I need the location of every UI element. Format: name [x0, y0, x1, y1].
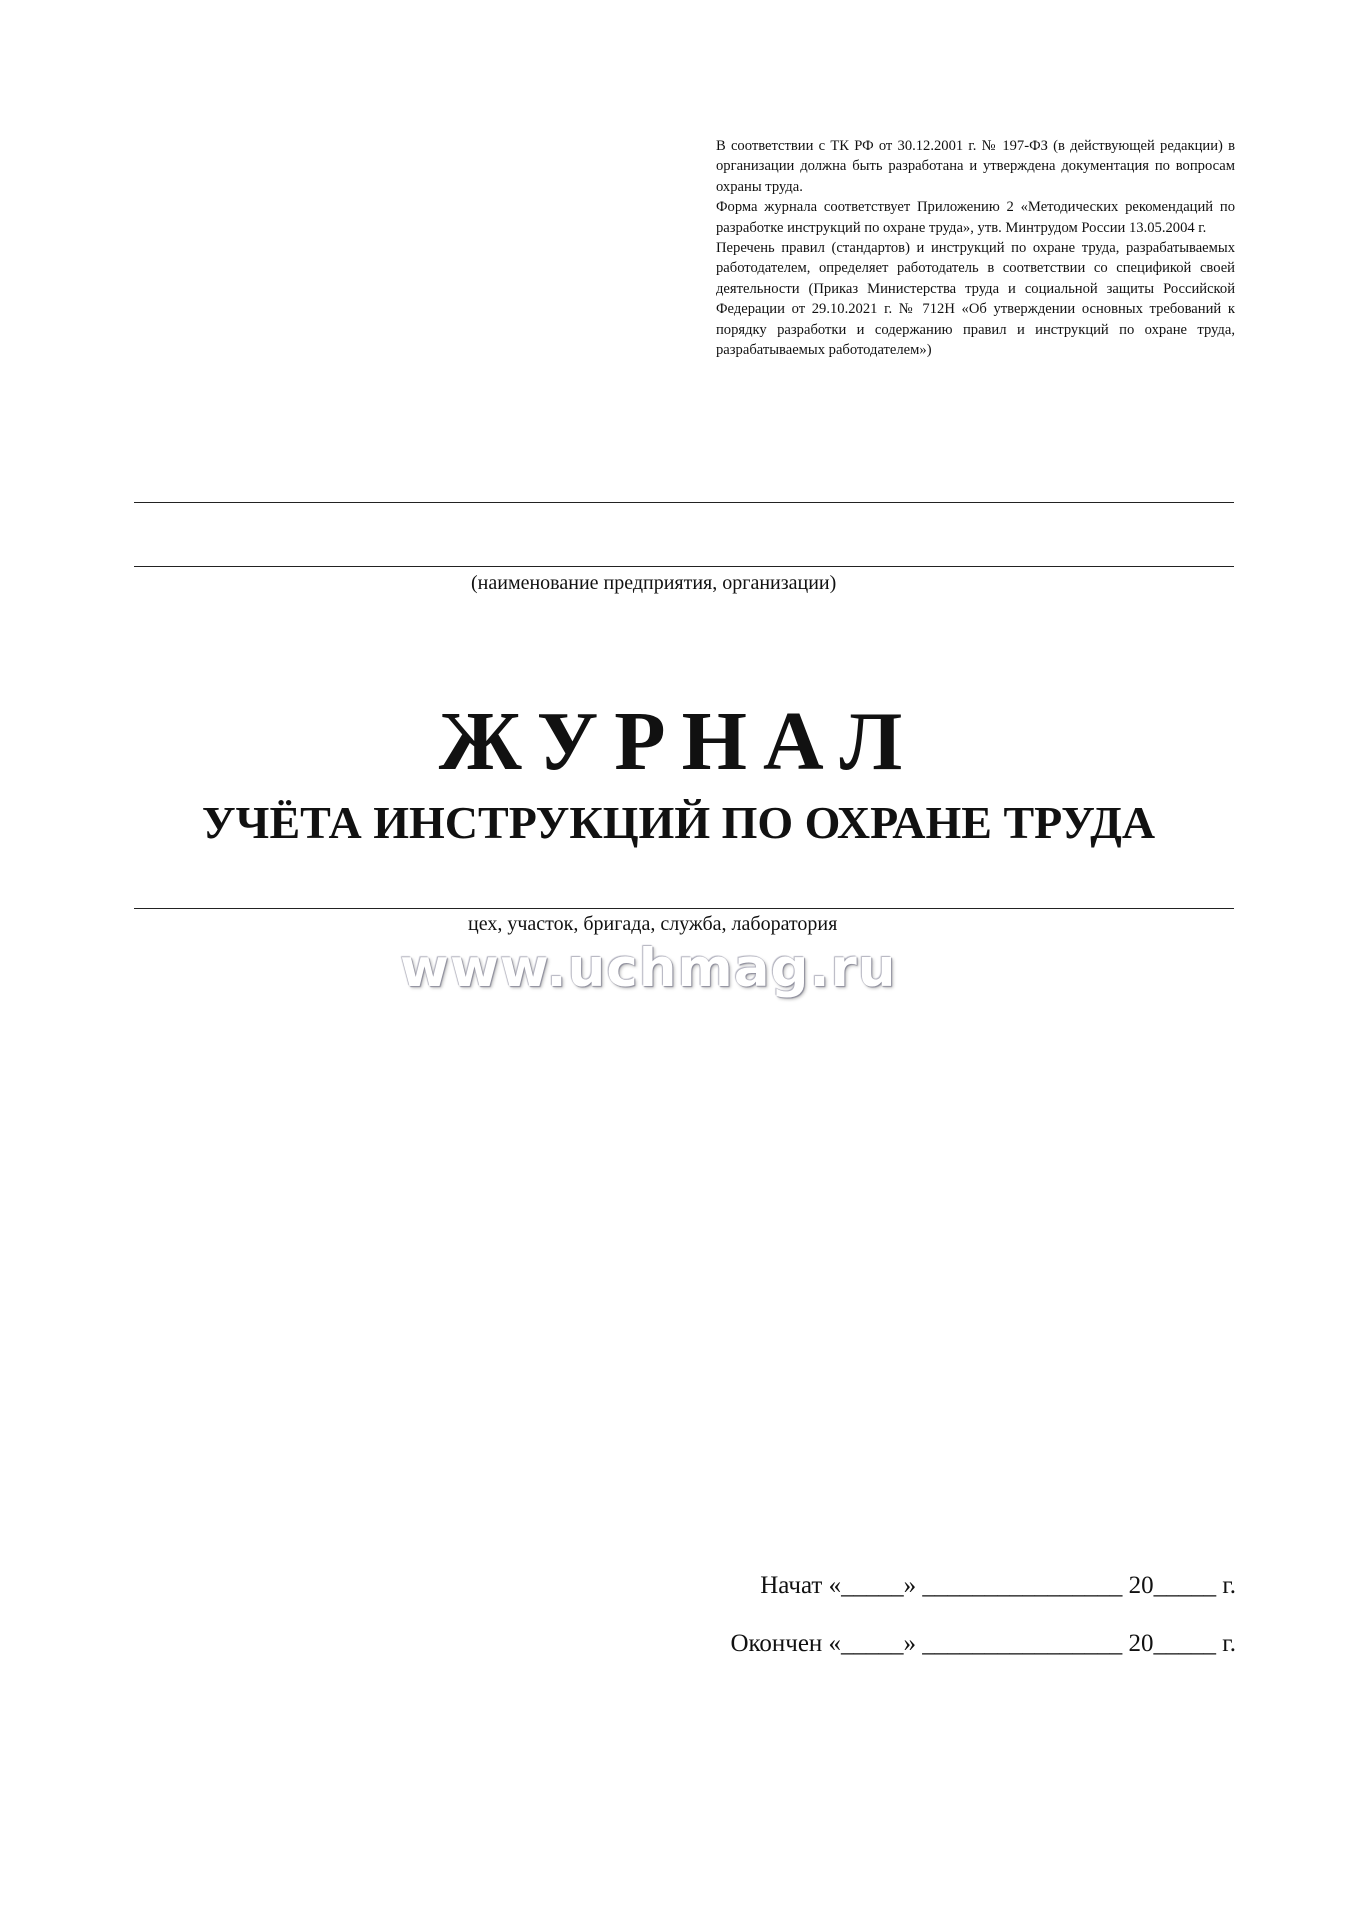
organization-caption: (наименование предприятия, организации)	[471, 572, 837, 594]
notice-paragraph-1: В соответствии с ТК РФ от 30.12.2001 г. № 197-ФЗ (в действующей редакции) в организации должна быть разработана и утверждена документация по вопросам охраны труда.	[716, 138, 1235, 195]
notice-paragraph-3: Перечень правил (стандартов) и инструкций по охране труда, разрабатываемых работодателем, определяет работодатель в соответствии со спецификой своей деятельности (Приказ Министерства труда и социальной защиты Российской Федерации от 29.10.2021 г. № 712Н «Об утверждении основных требований к порядку разработки и содержанию правил и инструкций по охране труда, разрабатываемых работодателем»)	[716, 240, 1235, 359]
watermark: www.uchmag.ru	[400, 938, 897, 999]
department-caption: цех, участок, бригада, служба, лаборатория	[468, 913, 838, 935]
journal-subtitle: УЧЁТА ИНСТРУКЦИЙ ПО ОХРАНЕ ТРУДА	[201, 797, 1156, 848]
start-date-line: Начат «_____» ________________ 20_____ г.	[760, 1572, 1236, 1599]
legal-notice	[716, 136, 1235, 360]
organization-line-2	[134, 566, 1234, 567]
end-date-line: Окончен «_____» ________________ 20_____ г.	[730, 1630, 1236, 1657]
organization-line-1	[134, 502, 1234, 503]
notice-paragraph-2: Форма журнала соответствует Приложению 2 «Методических рекомендаций по разработке инструкций по охране труда», утв. Минтрудом России 13.05.2004 г.	[716, 199, 1235, 236]
department-line	[134, 908, 1234, 909]
journal-title: ЖУРНАЛ	[438, 695, 919, 788]
